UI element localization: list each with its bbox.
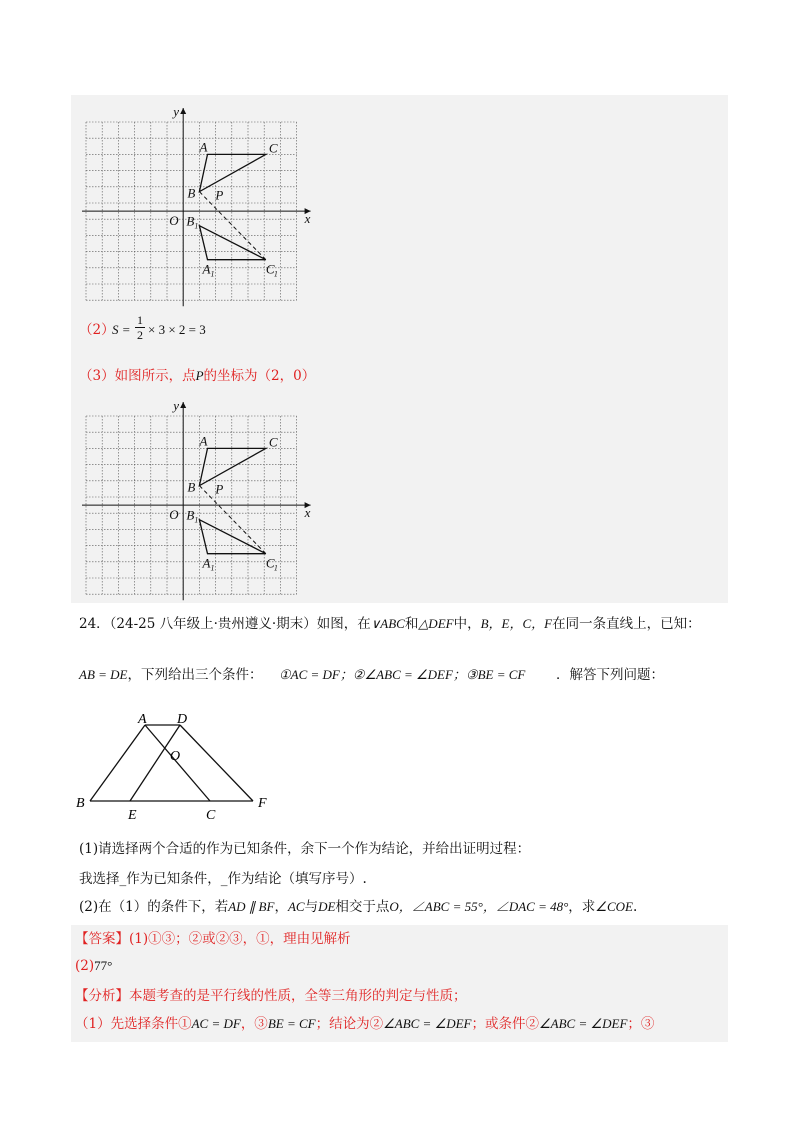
answer-line: 【答案】(1)①③；②或②③，①，理由见解析 [75, 931, 351, 947]
label-C: C [268, 140, 278, 156]
answer-3: （3）如图所示，点P的坐标为（2，0） [79, 368, 316, 384]
triangle-ABC [199, 448, 265, 485]
fraction: 1 2 [137, 313, 143, 342]
origin-label: O [169, 507, 179, 523]
label-B1-sub: 1 [194, 221, 199, 231]
label-C1: C [265, 261, 275, 277]
triangle-ABC [199, 154, 265, 191]
y-axis-arrow [180, 402, 186, 408]
label-E: E [128, 808, 137, 823]
label-B: B [76, 796, 85, 811]
label-A: A [199, 139, 208, 155]
dashed-line-BC1 [199, 192, 265, 260]
label-A1-sub: 1 [210, 563, 215, 573]
label-C1-sub: 1 [273, 269, 278, 279]
label-C1-sub: 1 [273, 563, 278, 573]
label-C: C [268, 434, 278, 450]
problem-24-conditions: ①AC = DF；②∠ABC = ∠DEF；③BE = CF [279, 667, 526, 682]
problem-24-line2: AB = DE，下列给出三个条件： [79, 667, 263, 683]
label-A1-sub: 1 [210, 269, 215, 279]
label-B: B [187, 479, 196, 495]
answer-2: （2） [79, 322, 115, 338]
y-axis-label: y [173, 398, 179, 413]
coordinate-grid-figure-1 [78, 100, 311, 305]
x-axis-label: x [304, 211, 311, 227]
label-A1: A [202, 261, 211, 277]
label-C1: C [265, 555, 275, 571]
y-axis-label: y [173, 104, 179, 119]
label-B: B [187, 185, 196, 201]
x-axis-label: x [304, 505, 311, 521]
triangle-A1B1C1 [199, 520, 265, 554]
y-axis-arrow [180, 108, 186, 114]
geometry-figure [70, 708, 280, 823]
label-O: O [170, 749, 181, 764]
question-1: (1)请选择两个合适的作为已知条件，余下一个作为结论，并给出证明过程： [79, 841, 531, 857]
dashed-line-BC1 [199, 486, 265, 554]
analysis-line: 【分析】本题考查的是平行线的性质，全等三角形的判定与性质； [75, 988, 467, 1004]
question-1-fill: 我选择_作为已知条件，_作为结论（填写序号）. [79, 871, 367, 887]
question-2: (2)在（1）的条件下，若AD ∥ BF，AC与DE相交于点O，∠ABC = 55°，∠DAC = 48°，求∠COE. [79, 899, 638, 915]
label-D: D [177, 712, 188, 727]
label-A: A [199, 433, 208, 449]
label-C: C [206, 808, 216, 823]
problem-24-line2-end: ．解答下列问题： [556, 667, 664, 683]
label-A1: A [202, 555, 211, 571]
label-B1: B [186, 213, 195, 229]
origin-label: O [169, 213, 179, 229]
label-F: F [258, 796, 267, 811]
problem-24-line1: 24．（24-25 八年级上·贵州遵义·期末）如图，在∨ABC和△DEF中，B，E，C，F在同一条直线上，已知： [79, 616, 701, 632]
label-P: P [215, 481, 224, 497]
area-formula: S = [112, 322, 131, 337]
answer-line-2: (2)77° [75, 958, 113, 974]
triangle-A1B1C1 [199, 226, 265, 260]
analysis-line-2: （1）先选择条件①AC = DF，③BE = CF；结论为②∠ABC = ∠DEF；或条件②∠ABC = ∠DEF；③ [75, 1016, 655, 1032]
area-formula-rest: × 3 × 2 = 3 [148, 322, 206, 337]
label-A: A [138, 712, 147, 727]
coordinate-grid-figure-2 [78, 394, 311, 599]
label-B1-sub: 1 [194, 515, 199, 525]
label-P: P [215, 187, 224, 203]
label-B1: B [186, 507, 195, 523]
